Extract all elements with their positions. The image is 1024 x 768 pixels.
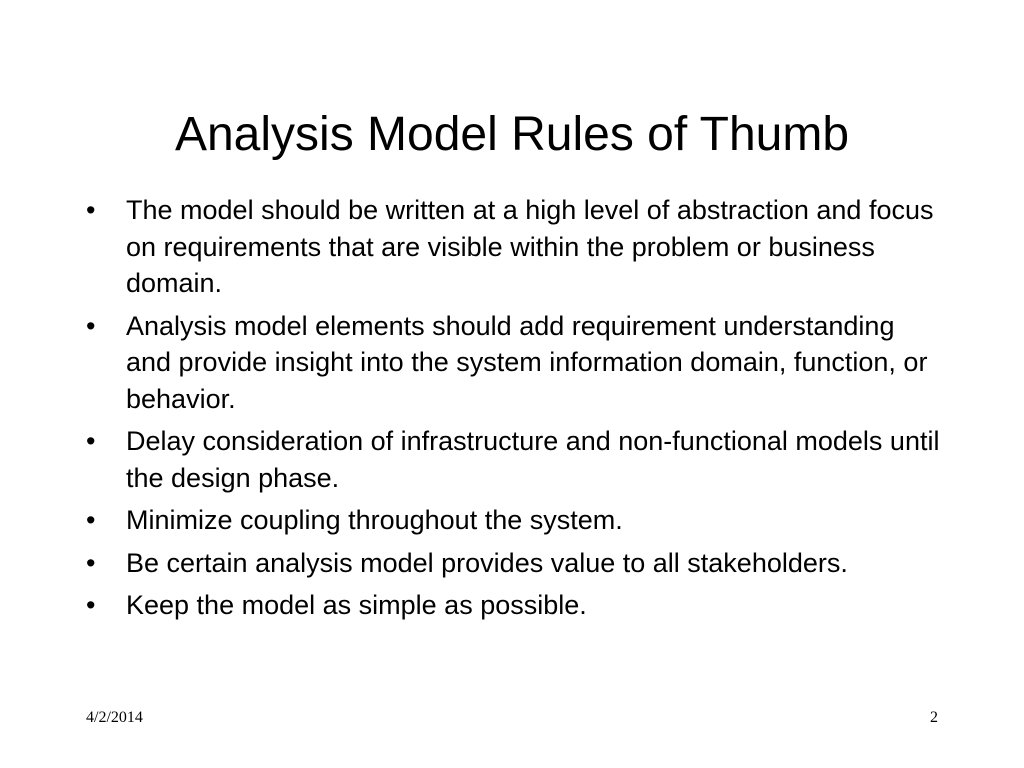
bullet-dot: •	[86, 505, 96, 535]
bullet-dot: •	[86, 426, 96, 456]
bullet-text: Be certain analysis model provides value to all stakeholders.	[126, 547, 848, 578]
bullet-text: Analysis model elements should add requirement understanding and provide insight into the system information domain, function, or behavior.	[126, 310, 928, 414]
bullet-dot: •	[86, 310, 96, 341]
slide-title: Analysis Model Rules of Thumb	[174, 108, 850, 161]
footer-date: 4/2/2014	[86, 709, 143, 726]
bullet-item	[86, 545, 946, 582]
bullet-list	[86, 192, 946, 630]
page-number: 2	[930, 709, 938, 726]
bullet-item	[86, 308, 946, 418]
bullet-text: Minimize coupling throughout the system.	[126, 505, 623, 535]
bullet-dot: •	[86, 547, 96, 578]
bullet-item	[86, 587, 946, 624]
bullet-item	[86, 192, 946, 302]
bullet-text: Delay consideration of infrastructure and non-functional models until the design phase.	[126, 426, 940, 493]
bullet-dot: •	[86, 195, 96, 225]
bullet-dot: •	[86, 590, 96, 620]
bullet-item	[86, 423, 946, 496]
bullet-text: The model should be written at a high level of abstraction and focus on requirements that are visible within the problem or business domain.	[126, 195, 934, 298]
bullet-text: Keep the model as simple as possible.	[126, 590, 587, 620]
bullet-item	[86, 502, 946, 539]
